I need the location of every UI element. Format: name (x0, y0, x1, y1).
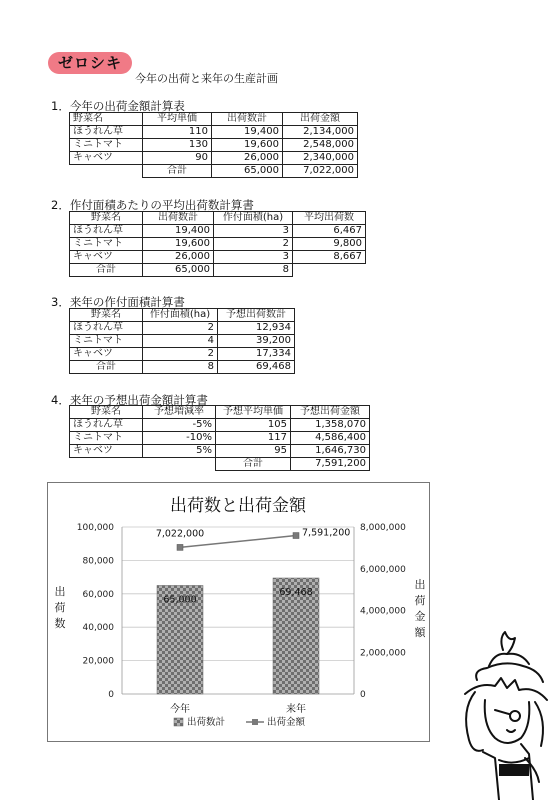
x-tick-label: 来年 (286, 704, 306, 715)
table-row (70, 139, 358, 152)
y-tick-label: 60,000 (82, 589, 114, 600)
chart-frame (47, 482, 430, 742)
table-cell: 105 (216, 419, 291, 432)
table-cell: -10% (143, 432, 216, 445)
y2-axis-label: 出 (414, 578, 426, 591)
table-cell: 19,400 (212, 126, 283, 139)
table-cell: 3 (214, 225, 293, 238)
y-tick-label: 80,000 (82, 556, 114, 567)
table-cell: 90 (143, 152, 212, 165)
total-area: 8 (143, 361, 218, 374)
total-count: 65,000 (143, 264, 214, 277)
header-cell: 出荷金額 (283, 113, 358, 126)
table-cell: 2 (143, 348, 218, 361)
header-cell: 平均単価 (143, 113, 212, 126)
section3-title: 3．来年の作付面積計算書 (51, 295, 185, 309)
y-tick-label: 40,000 (82, 623, 114, 634)
y-axis-label: 荷 (54, 601, 66, 614)
total-count: 65,000 (212, 165, 283, 178)
total-amount: 7,591,200 (291, 458, 370, 471)
table-cell: 95 (216, 445, 291, 458)
y-tick-label: 0 (108, 690, 114, 700)
table-cell: 2 (214, 238, 293, 251)
table-cell: 19,600 (143, 238, 214, 251)
y2-axis-label: 荷 (414, 594, 426, 607)
y2-tick-label: 4,000,000 (360, 606, 406, 617)
table-cell: 117 (216, 432, 291, 445)
section1-table (69, 112, 358, 178)
y2-tick-label: 2,000,000 (360, 648, 406, 659)
table-total-row (70, 361, 295, 374)
table-cell: 39,200 (218, 335, 295, 348)
section2-title: 2．作付面積あたりの平均出荷数計算書 (51, 198, 254, 212)
vegetable-name: ミニトマト (70, 139, 143, 152)
header-cell: 予想平均単価 (216, 406, 291, 419)
table-cell: 110 (143, 126, 212, 139)
table-row (70, 445, 370, 458)
table-header-row (70, 212, 366, 225)
table-cell: 9,800 (293, 238, 366, 251)
y2-axis-label: 額 (414, 626, 426, 639)
table-cell: 5% (143, 445, 216, 458)
y-axis-label: 出 (54, 585, 66, 598)
blank-cell (143, 458, 216, 471)
vegetable-name: ほうれん草 (70, 225, 143, 238)
vegetable-name: ミニトマト (70, 238, 143, 251)
table-cell: 26,000 (212, 152, 283, 165)
table-row (70, 126, 358, 139)
header-cell: 予想出荷金額 (291, 406, 370, 419)
table-row (70, 152, 358, 165)
table-cell: 12,934 (218, 322, 295, 335)
chart-title: 出荷数と出荷金額 (170, 496, 306, 516)
vegetable-name: ミニトマト (70, 432, 143, 445)
table-total-row (70, 264, 366, 277)
x-tick-label: 今年 (170, 704, 190, 715)
total-area: 8 (214, 264, 293, 277)
vegetable-name: ミニトマト (70, 335, 143, 348)
table-cell: 1,358,070 (291, 419, 370, 432)
table-header-row (70, 406, 370, 419)
character-sketch-icon (455, 630, 549, 800)
table-row (70, 432, 370, 445)
legend-bar-label: 出荷数計 (187, 717, 226, 728)
blank-cell (70, 458, 143, 471)
vegetable-name: ほうれん草 (70, 322, 143, 335)
y-tick-label: 20,000 (82, 656, 114, 667)
vegetable-name: キャベツ (70, 445, 143, 458)
table-total-row (70, 165, 358, 178)
document-title: 今年の出荷と来年の生産計画 (135, 72, 278, 85)
total-label: 合計 (70, 361, 143, 374)
table-cell: 1,646,730 (291, 445, 370, 458)
table-row (70, 419, 370, 432)
header-cell: 野菜名 (70, 212, 143, 225)
header-cell: 出荷数計 (143, 212, 214, 225)
total-label: 合計 (70, 264, 143, 277)
line-marker (293, 533, 299, 539)
table-cell: 4,586,400 (291, 432, 370, 445)
table-cell: 2,340,000 (283, 152, 358, 165)
table-header-row (70, 113, 358, 126)
table-row (70, 225, 366, 238)
legend-line-label: 出荷金額 (267, 717, 306, 728)
y2-axis-label: 金 (414, 610, 426, 623)
header-cell: 作付面積(ha) (214, 212, 293, 225)
y2-tick-label: 8,000,000 (360, 523, 406, 533)
total-count: 69,468 (218, 361, 295, 374)
vegetable-name: ほうれん草 (70, 126, 143, 139)
table-row (70, 322, 295, 335)
table-row (70, 238, 366, 251)
line-data-label: 7,022,000 (155, 528, 205, 540)
table-cell: 6,467 (293, 225, 366, 238)
section1-title: 1．今年の出荷金額計算表 (51, 99, 185, 113)
y-axis-label: 数 (54, 617, 66, 630)
header-cell: 野菜名 (70, 309, 143, 322)
section4-title: 4．来年の予想出荷金額計算書 (51, 393, 208, 407)
blank-cell (293, 264, 366, 277)
header-cell: 予想増減率 (143, 406, 216, 419)
bar-data-label: 65,000 (163, 594, 197, 606)
table-row (70, 348, 295, 361)
vegetable-name: キャベツ (70, 348, 143, 361)
table-total-row (70, 458, 370, 471)
vegetable-name: キャベツ (70, 251, 143, 264)
table-cell: 17,334 (218, 348, 295, 361)
legend-bar-swatch (174, 718, 183, 726)
y2-tick-label: 0 (360, 690, 366, 700)
table-cell: 8,667 (293, 251, 366, 264)
line-data-label: 7,591,200 (302, 527, 351, 539)
section3-table (69, 308, 295, 374)
blank-cell (70, 165, 143, 178)
legend-line-marker (252, 719, 258, 725)
total-label: 合計 (216, 458, 291, 471)
bar-data-label: 69,468 (279, 586, 313, 598)
line-marker (177, 544, 183, 550)
table-cell: 130 (143, 139, 212, 152)
combo-chart (48, 483, 429, 741)
table-row (70, 335, 295, 348)
header-cell: 平均出荷数 (293, 212, 366, 225)
header-cell: 野菜名 (70, 113, 143, 126)
header-cell: 出荷数計 (212, 113, 283, 126)
table-cell: -5% (143, 419, 216, 432)
author-badge: ゼロシキ (48, 52, 132, 74)
table-cell: 19,600 (212, 139, 283, 152)
y-tick-label: 100,000 (76, 523, 114, 533)
header-cell: 作付面積(ha) (143, 309, 218, 322)
table-cell: 3 (214, 251, 293, 264)
section4-table (69, 405, 370, 471)
total-label: 合計 (143, 165, 212, 178)
table-cell: 2 (143, 322, 218, 335)
table-cell: 19,400 (143, 225, 214, 238)
vegetable-name: ほうれん草 (70, 419, 143, 432)
y2-tick-label: 6,000,000 (360, 564, 406, 575)
table-cell: 4 (143, 335, 218, 348)
table-row (70, 251, 366, 264)
total-amount: 7,022,000 (283, 165, 358, 178)
table-cell: 26,000 (143, 251, 214, 264)
header-cell: 野菜名 (70, 406, 143, 419)
table-cell: 2,548,000 (283, 139, 358, 152)
header-cell: 予想出荷数計 (218, 309, 295, 322)
table-header-row (70, 309, 295, 322)
section2-table (69, 211, 366, 277)
vegetable-name: キャベツ (70, 152, 143, 165)
table-cell: 2,134,000 (283, 126, 358, 139)
